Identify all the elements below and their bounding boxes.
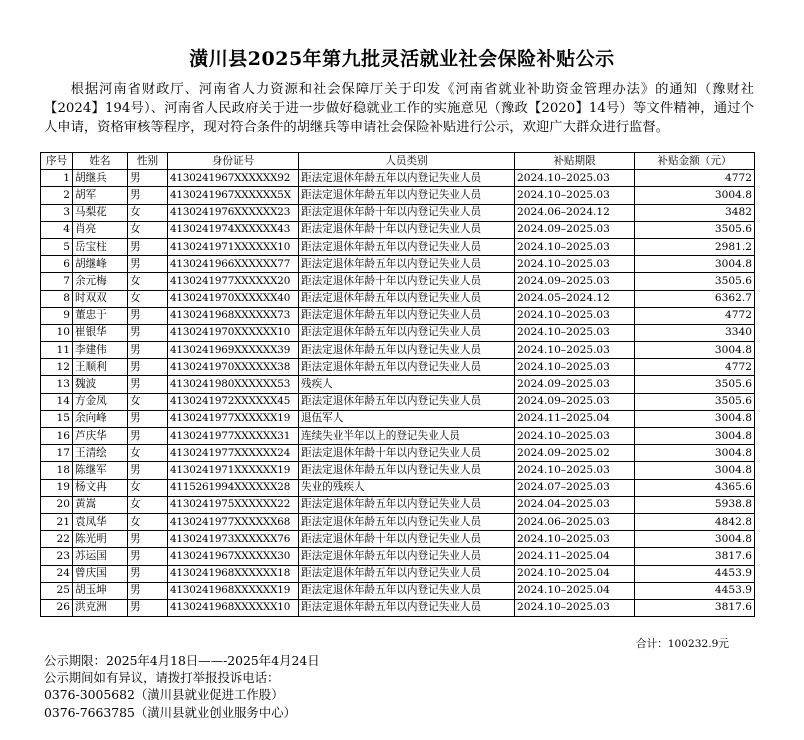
cell-name: 李建伟 [73,342,128,359]
table-row [41,428,755,445]
page-title: 潢川县2025年第九批灵活就业社会保险补贴公示 [189,48,615,70]
table-row [41,479,755,496]
table-row [41,376,755,393]
cell-amount: 3817.6 [635,599,755,616]
table-row [41,582,755,599]
table-row [41,496,755,513]
cell-gender: 男 [128,582,168,599]
cell-id-number: 4130241976XXXXXX23 [168,204,299,221]
cell-category: 距法定退休年龄十年以内登记失业人员 [299,221,515,238]
cell-gender: 男 [128,187,168,204]
table-row [41,342,755,359]
cell-category: 距法定退休年龄五年以内登记失业人员 [299,393,515,410]
cell-gender: 女 [128,479,168,496]
table-row [41,548,755,565]
cell-index: 25 [41,582,73,599]
cell-category: 退伍军人 [299,410,515,427]
cell-period: 2024.11–2025.04 [515,410,635,427]
cell-period: 2024.11–2025.04 [515,548,635,565]
cell-id-number: 4130241967XXXXXX5X [168,187,299,204]
cell-category: 连续失业半年以上的登记失业人员 [299,428,515,445]
cell-amount: 3004.8 [635,428,755,445]
cell-gender: 女 [128,221,168,238]
cell-name: 时双双 [73,290,128,307]
table-row [41,410,755,427]
cell-period: 2024.10–2025.03 [515,531,635,548]
cell-name: 董忠于 [73,307,128,324]
cell-index: 6 [41,256,73,273]
cell-name: 胡继兵 [73,170,128,187]
cell-amount: 4772 [635,359,755,376]
cell-category: 距法定退休年龄五年以内登记失业人员 [299,462,515,479]
cell-name: 陈继军 [73,462,128,479]
cell-index: 17 [41,445,73,462]
cell-index: 2 [41,187,73,204]
cell-id-number: 4130241968XXXXXX19 [168,582,299,599]
cell-id-number: 4130241973XXXXXX76 [168,531,299,548]
cell-name: 崔银华 [73,324,128,341]
cell-period: 2024.10–2025.04 [515,565,635,582]
cell-name: 胡军 [73,187,128,204]
cell-name: 方金凤 [73,393,128,410]
cell-name: 曾庆国 [73,565,128,582]
cell-amount: 6362.7 [635,290,755,307]
cell-category: 距法定退休年龄五年以内登记失业人员 [299,513,515,530]
cell-gender: 男 [128,256,168,273]
cell-amount: 3482 [635,204,755,221]
cell-gender: 男 [128,376,168,393]
cell-category: 距法定退休年龄十年以内登记失业人员 [299,445,515,462]
cell-period: 2024.06–2024.12 [515,204,635,221]
cell-index: 11 [41,342,73,359]
header-name: 姓名 [73,153,128,170]
cell-gender: 男 [128,342,168,359]
cell-gender: 男 [128,531,168,548]
cell-id-number: 4130241968XXXXXX18 [168,565,299,582]
cell-name: 芦庆华 [73,428,128,445]
cell-period: 2024.09–2025.03 [515,393,635,410]
table-row [41,204,755,221]
objection-notice: 公示期间如有异议，请拨打举报投诉电话： [44,670,280,686]
cell-index: 4 [41,221,73,238]
cell-index: 7 [41,273,73,290]
cell-index: 18 [41,462,73,479]
phone-employment-service: 0376-7663785（潢川县就业创业服务中心） [44,704,296,720]
table-header [41,153,755,170]
cell-name: 岳宝柱 [73,238,128,255]
cell-index: 24 [41,565,73,582]
cell-index: 26 [41,599,73,616]
cell-period: 2024.10–2025.03 [515,170,635,187]
cell-period: 2024.10–2025.03 [515,187,635,204]
cell-period: 2024.09–2025.03 [515,376,635,393]
cell-amount: 3004.8 [635,410,755,427]
cell-amount: 3004.8 [635,342,755,359]
cell-amount: 4772 [635,170,755,187]
cell-index: 22 [41,531,73,548]
cell-amount: 3505.6 [635,393,755,410]
cell-name: 胡玉坤 [73,582,128,599]
cell-id-number: 4130241968XXXXXX10 [168,599,299,616]
cell-period: 2024.10–2025.03 [515,462,635,479]
cell-id-number: 4130241977XXXXXX24 [168,445,299,462]
cell-gender: 男 [128,565,168,582]
table-row [41,324,755,341]
cell-amount: 3817.6 [635,548,755,565]
cell-period: 2024.10–2025.03 [515,256,635,273]
cell-period: 2024.10–2025.03 [515,428,635,445]
cell-id-number: 4115261994XXXXXX28 [168,479,299,496]
cell-gender: 男 [128,462,168,479]
cell-gender: 男 [128,307,168,324]
cell-name: 魏波 [73,376,128,393]
publicity-period: 公示期限：2025年4月18日——-2025年4月24日 [44,653,320,668]
cell-gender: 男 [128,238,168,255]
cell-id-number: 4130241975XXXXXX22 [168,496,299,513]
cell-amount: 3004.8 [635,445,755,462]
cell-id-number: 4130241977XXXXXX68 [168,513,299,530]
cell-category: 距法定退休年龄五年以内登记失业人员 [299,599,515,616]
intro-paragraph: 根据河南省财政厅、河南省人力资源和社会保障厅关于印发《河南省就业补助资金管理办法》的通知（豫财社【2024】194号）、河南省人民政府关于进一步做好稳就业工作的实施意见（豫政【2020】14号）等文件精神，通过个人申请，资格审核等程序，现对符合条件的胡继兵等申请社会保险补贴进行公示，欢迎广大群众进行监督。 [44,82,754,135]
cell-gender: 女 [128,393,168,410]
cell-id-number: 4130241977XXXXXX31 [168,428,299,445]
table-row [41,170,755,187]
cell-id-number: 4130241970XXXXXX10 [168,324,299,341]
cell-index: 15 [41,410,73,427]
table-row [41,221,755,238]
cell-index: 9 [41,307,73,324]
table-row [41,565,755,582]
cell-id-number: 4130241980XXXXXX53 [168,376,299,393]
cell-name: 袁凤华 [73,513,128,530]
cell-gender: 女 [128,513,168,530]
cell-period: 2024.09–2025.02 [515,445,635,462]
cell-id-number: 4130241971XXXXXX19 [168,462,299,479]
cell-index: 1 [41,170,73,187]
cell-category: 距法定退休年龄十年以内登记失业人员 [299,273,515,290]
cell-category: 距法定退休年龄五年以内登记失业人员 [299,359,515,376]
cell-amount: 4842.8 [635,513,755,530]
cell-gender: 女 [128,290,168,307]
cell-index: 5 [41,238,73,255]
cell-period: 2024.06–2025.03 [515,513,635,530]
cell-name: 陈光明 [73,531,128,548]
cell-category: 距法定退休年龄五年以内登记失业人员 [299,582,515,599]
cell-name: 余元梅 [73,273,128,290]
cell-index: 23 [41,548,73,565]
header-period: 补贴期限 [515,153,635,170]
cell-category: 距法定退休年龄五年以内登记失业人员 [299,307,515,324]
cell-amount: 2981.2 [635,238,755,255]
cell-name: 肖亮 [73,221,128,238]
cell-name: 黄嵩 [73,496,128,513]
cell-index: 20 [41,496,73,513]
cell-category: 距法定退休年龄五年以内登记失业人员 [299,256,515,273]
cell-amount: 3004.8 [635,256,755,273]
cell-index: 13 [41,376,73,393]
table-row [41,462,755,479]
cell-category: 失业的残疾人 [299,479,515,496]
cell-index: 3 [41,204,73,221]
cell-period: 2024.05–2024.12 [515,290,635,307]
cell-id-number: 4130241974XXXXXX43 [168,221,299,238]
table-row [41,238,755,255]
cell-period: 2024.10–2025.03 [515,599,635,616]
total-amount: 合计：100232.9元 [636,638,729,650]
cell-gender: 女 [128,204,168,221]
cell-gender: 女 [128,273,168,290]
table-row [41,393,755,410]
cell-category: 距法定退休年龄五年以内登记失业人员 [299,324,515,341]
cell-gender: 男 [128,548,168,565]
cell-name: 胡继峰 [73,256,128,273]
table-row [41,187,755,204]
cell-category: 距法定退休年龄五年以内登记失业人员 [299,496,515,513]
cell-period: 2024.10–2025.03 [515,324,635,341]
cell-gender: 男 [128,359,168,376]
cell-id-number: 4130241966XXXXXX77 [168,256,299,273]
cell-category: 距法定退休年龄十年以内登记失业人员 [299,204,515,221]
table-row [41,290,755,307]
cell-amount: 3340 [635,324,755,341]
cell-amount: 4453.9 [635,565,755,582]
cell-id-number: 4130241972XXXXXX45 [168,393,299,410]
table-row [41,531,755,548]
table-row [41,359,755,376]
cell-name: 马梨花 [73,204,128,221]
cell-gender: 女 [128,496,168,513]
cell-amount: 3505.6 [635,221,755,238]
cell-id-number: 4130241969XXXXXX39 [168,342,299,359]
cell-id-number: 4130241977XXXXXX20 [168,273,299,290]
cell-name: 余向峰 [73,410,128,427]
cell-name: 王顺利 [73,359,128,376]
table-row [41,599,755,616]
cell-amount: 3004.8 [635,531,755,548]
cell-category: 残疾人 [299,376,515,393]
cell-category: 距法定退休年龄五年以内登记失业人员 [299,342,515,359]
cell-amount: 3004.8 [635,187,755,204]
cell-category: 距法定退休年龄十年以内登记失业人员 [299,531,515,548]
cell-gender: 男 [128,410,168,427]
table-row [41,307,755,324]
table-row [41,445,755,462]
cell-index: 10 [41,324,73,341]
cell-id-number: 4130241971XXXXXX10 [168,238,299,255]
cell-amount: 5938.8 [635,496,755,513]
cell-name: 洪克洲 [73,599,128,616]
cell-id-number: 4130241970XXXXXX38 [168,359,299,376]
cell-category: 距法定退休年龄五年以内登记失业人员 [299,565,515,582]
phone-employment-promotion: 0376-3005682（潢川县就业促进工作股） [44,687,284,703]
header-index: 序号 [41,153,73,170]
cell-id-number: 4130241967XXXXXX30 [168,548,299,565]
cell-period: 2024.10–2025.04 [515,582,635,599]
header-id-number: 身份证号 [168,153,299,170]
table-row [41,513,755,530]
cell-amount: 4453.9 [635,582,755,599]
cell-id-number: 4130241970XXXXXX40 [168,290,299,307]
cell-category: 距法定退休年龄五年以内登记失业人员 [299,238,515,255]
table-row [41,256,755,273]
cell-index: 14 [41,393,73,410]
cell-gender: 男 [128,324,168,341]
cell-index: 16 [41,428,73,445]
cell-amount: 3505.6 [635,376,755,393]
table-row [41,273,755,290]
cell-amount: 4772 [635,307,755,324]
cell-category: 距法定退休年龄五年以内登记失业人员 [299,290,515,307]
cell-amount: 4365.6 [635,479,755,496]
cell-period: 2024.10–2025.03 [515,307,635,324]
cell-category: 距法定退休年龄五年以内登记失业人员 [299,187,515,204]
cell-index: 8 [41,290,73,307]
cell-name: 杨文冉 [73,479,128,496]
cell-period: 2024.10–2025.03 [515,359,635,376]
cell-index: 19 [41,479,73,496]
cell-period: 2024.10–2025.03 [515,238,635,255]
cell-period: 2024.09–2025.03 [515,273,635,290]
header-category: 人员类别 [299,153,515,170]
cell-amount: 3505.6 [635,273,755,290]
cell-period: 2024.04–2025.03 [515,496,635,513]
cell-id-number: 4130241968XXXXXX73 [168,307,299,324]
cell-index: 12 [41,359,73,376]
subsidy-table [40,152,755,617]
cell-period: 2024.07–2025.03 [515,479,635,496]
table-body [41,170,755,617]
footer [44,652,320,721]
cell-period: 2024.09–2025.03 [515,221,635,238]
cell-gender: 男 [128,428,168,445]
cell-id-number: 4130241977XXXXXX19 [168,410,299,427]
cell-id-number: 4130241967XXXXXX92 [168,170,299,187]
header-gender: 性别 [128,153,168,170]
cell-amount: 3004.8 [635,462,755,479]
cell-name: 苏运国 [73,548,128,565]
cell-gender: 男 [128,599,168,616]
cell-category: 距法定退休年龄五年以内登记失业人员 [299,548,515,565]
cell-period: 2024.10–2025.03 [515,342,635,359]
cell-category: 距法定退休年龄五年以内登记失业人员 [299,170,515,187]
cell-gender: 男 [128,170,168,187]
cell-name: 王清绘 [73,445,128,462]
cell-index: 21 [41,513,73,530]
cell-gender: 女 [128,445,168,462]
header-amount: 补贴金额（元） [635,153,755,170]
